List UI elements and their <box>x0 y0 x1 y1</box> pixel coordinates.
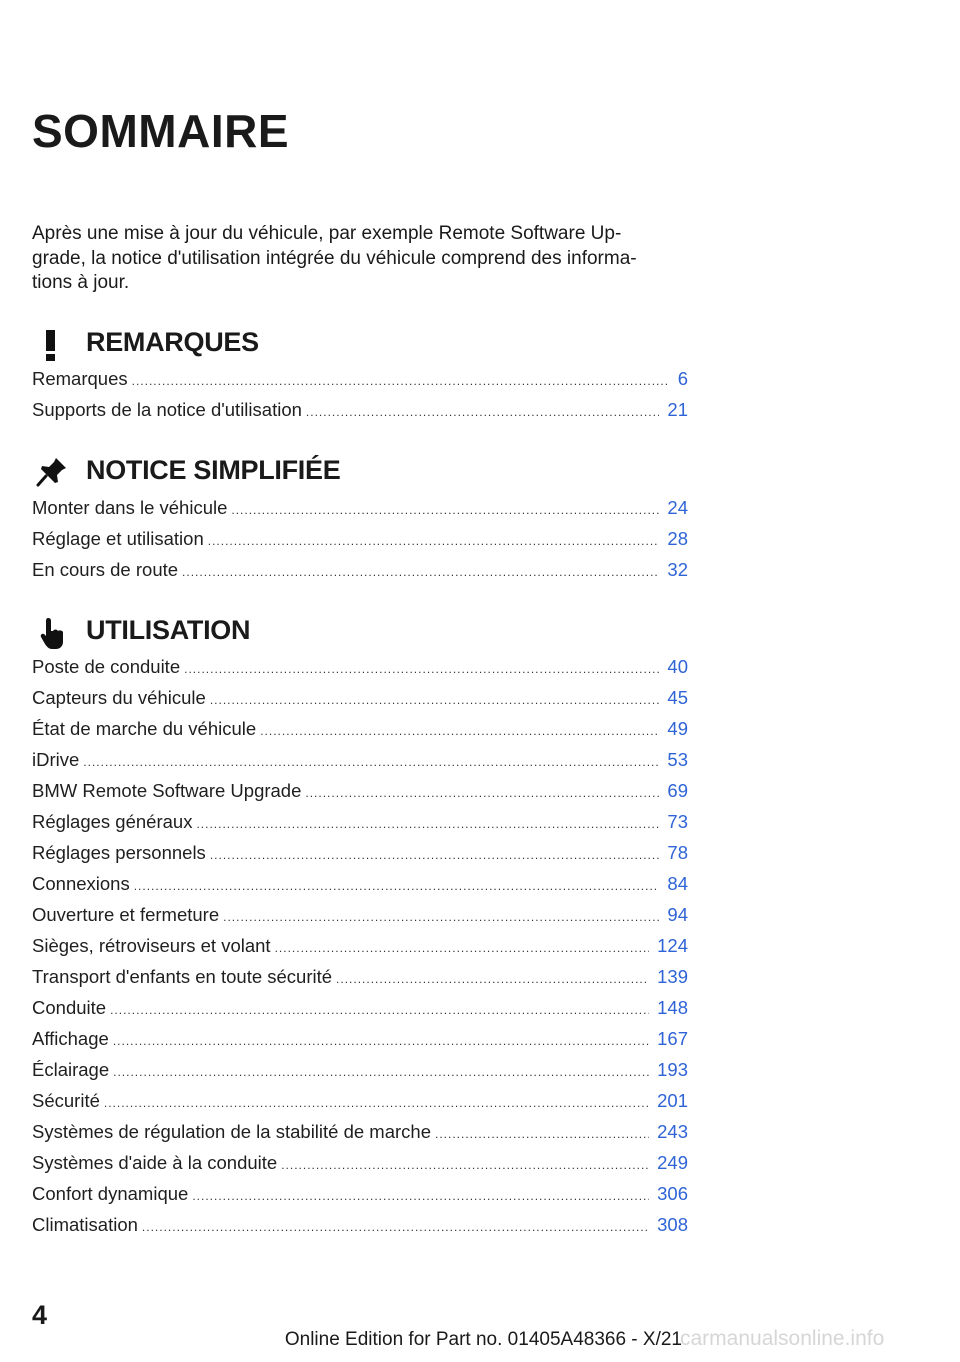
toc-entry[interactable] <box>32 363 688 394</box>
toc-page-link[interactable]: 94 <box>667 904 688 925</box>
toc-page-link[interactable]: 139 <box>657 966 688 987</box>
toc-leader-dots <box>113 1057 649 1088</box>
section-title: UTILISATION <box>86 615 251 645</box>
toc-page-link[interactable]: 308 <box>657 1214 688 1235</box>
section-title: NOTICE SIMPLIFIÉE <box>86 455 341 485</box>
toc-entry[interactable] <box>32 394 688 425</box>
toc-list-utilisation <box>32 651 688 1240</box>
toc-entry-label: En cours de route <box>32 559 179 580</box>
footer-edition: Online Edition for Part no. 01405A48366 - X/21 <box>284 1329 682 1350</box>
toc-page-link[interactable]: 78 <box>667 842 688 863</box>
toc-entry-label: Sécurité <box>32 1090 100 1111</box>
watermark-text: carmanualsonline.info <box>680 1327 885 1350</box>
toc-entry-label: Sièges, rétroviseurs et volant <box>32 935 271 956</box>
toc-leader-dots <box>134 871 660 902</box>
toc-entry[interactable] <box>32 1023 688 1054</box>
section-utilisation <box>32 612 692 652</box>
toc-leader-dots <box>210 840 660 871</box>
intro-line: Après une mise à jour du véhicule, par exemple Remote Software Up- <box>32 223 622 244</box>
toc-page-link[interactable]: 306 <box>657 1183 688 1204</box>
toc-entry-label: Conduite <box>32 997 107 1018</box>
toc-leader-dots <box>192 1181 649 1212</box>
toc-leader-dots <box>196 809 659 840</box>
toc-page-link[interactable]: 148 <box>657 997 688 1018</box>
toc-page-link[interactable]: 49 <box>667 718 688 739</box>
toc-entry-label: Monter dans le véhicule <box>32 497 228 518</box>
toc-entry[interactable] <box>32 837 688 868</box>
toc-entry[interactable] <box>32 744 688 775</box>
toc-leader-dots <box>182 557 659 588</box>
toc-entry[interactable] <box>32 868 688 899</box>
toc-entry-label: Confort dynamique <box>32 1183 189 1204</box>
toc-entry[interactable] <box>32 1147 688 1178</box>
toc-entry-label: Affichage <box>32 1028 109 1049</box>
toc-leader-dots <box>223 902 659 933</box>
toc-entry[interactable] <box>32 1085 688 1116</box>
page-title: SOMMAIRE <box>32 105 289 157</box>
toc-entry-label: BMW Remote Software Upgrade <box>32 780 302 801</box>
toc-entry-label: Poste de conduite <box>32 656 181 677</box>
toc-entry[interactable] <box>32 899 688 930</box>
toc-leader-dots <box>132 366 670 397</box>
pin-icon <box>32 452 72 492</box>
toc-entry-label: Connexions <box>32 873 130 894</box>
toc-list-remarques <box>32 363 688 425</box>
toc-entry[interactable] <box>32 806 688 837</box>
toc-leader-dots <box>281 1150 649 1181</box>
toc-page-link[interactable]: 6 <box>677 368 688 389</box>
toc-page-link[interactable]: 24 <box>667 497 688 518</box>
toc-entry-label: iDrive <box>32 749 80 770</box>
toc-page-link[interactable]: 243 <box>657 1121 688 1142</box>
toc-leader-dots <box>184 654 659 685</box>
toc-page-link[interactable]: 45 <box>667 687 688 708</box>
toc-leader-dots <box>104 1088 649 1119</box>
pointing-hand-icon <box>32 612 72 652</box>
toc-entry[interactable] <box>32 1209 688 1240</box>
toc-entry[interactable] <box>32 682 688 713</box>
toc-entry[interactable] <box>32 930 688 961</box>
toc-leader-dots <box>83 747 659 778</box>
toc-entry[interactable] <box>32 1116 688 1147</box>
section-title: REMARQUES <box>86 327 259 357</box>
toc-leader-dots <box>306 397 660 428</box>
toc-page-link[interactable]: 201 <box>657 1090 688 1111</box>
toc-page-link[interactable]: 32 <box>667 559 688 580</box>
toc-leader-dots <box>435 1119 649 1150</box>
toc-entry[interactable] <box>32 992 688 1023</box>
toc-page-link[interactable]: 21 <box>667 399 688 420</box>
toc-entry-label: Ouverture et fermeture <box>32 904 220 925</box>
toc-entry-label: Éclairage <box>32 1059 110 1080</box>
toc-entry-label: État de marche du véhicule <box>32 718 257 739</box>
toc-entry[interactable] <box>32 775 688 806</box>
exclamation-icon <box>32 324 72 364</box>
toc-leader-dots <box>208 526 660 557</box>
toc-entry-label: Réglage et utilisation <box>32 528 204 549</box>
toc-entry-label: Capteurs du véhicule <box>32 687 206 708</box>
intro-paragraph <box>32 222 692 296</box>
toc-entry-label: Transport d'enfants en toute sécurité <box>32 966 333 987</box>
intro-line: tions à jour. <box>32 272 130 293</box>
section-remarques <box>32 324 692 364</box>
toc-page-link[interactable]: 84 <box>667 873 688 894</box>
toc-page-link[interactable]: 124 <box>657 935 688 956</box>
toc-entry-label: Réglages généraux <box>32 811 193 832</box>
toc-page-link[interactable]: 28 <box>667 528 688 549</box>
toc-entry[interactable] <box>32 523 688 554</box>
toc-entry[interactable] <box>32 713 688 744</box>
toc-leader-dots <box>142 1212 649 1243</box>
toc-entry-label: Climatisation <box>32 1214 138 1235</box>
toc-entry[interactable] <box>32 492 688 523</box>
toc-leader-dots <box>110 995 649 1026</box>
toc-page-link[interactable]: 40 <box>667 656 688 677</box>
toc-page-link[interactable]: 193 <box>657 1059 688 1080</box>
toc-entry-label: Systèmes de régulation de la stabilité de marche <box>32 1121 431 1142</box>
toc-leader-dots <box>113 1026 649 1057</box>
toc-entry[interactable] <box>32 1054 688 1085</box>
toc-leader-dots <box>260 716 659 747</box>
toc-page-link[interactable]: 53 <box>667 749 688 770</box>
toc-leader-dots <box>275 933 650 964</box>
toc-leader-dots <box>305 778 659 809</box>
intro-line: grade, la notice d'utilisation intégrée du véhicule comprend des informa- <box>32 247 637 269</box>
toc-entry-label: Systèmes d'aide à la conduite <box>32 1152 278 1173</box>
toc-leader-dots <box>336 964 649 995</box>
toc-entry[interactable] <box>32 961 688 992</box>
toc-leader-dots <box>210 685 660 716</box>
page-number: 4 <box>32 1300 48 1330</box>
toc-page-link[interactable]: 167 <box>657 1028 688 1049</box>
toc-page-link[interactable]: 73 <box>667 811 688 832</box>
toc-entry[interactable] <box>32 651 688 682</box>
toc-entry-label: Supports de la notice d'utilisation <box>32 399 302 420</box>
section-notice-simplifiee <box>32 452 692 492</box>
toc-leader-dots <box>231 495 659 526</box>
toc-entry-label: Réglages personnels <box>32 842 206 863</box>
toc-list-notice-simplifiee <box>32 492 688 585</box>
toc-page-link[interactable]: 69 <box>667 780 688 801</box>
toc-entry[interactable] <box>32 554 688 585</box>
toc-entry-label: Remarques <box>32 368 128 389</box>
toc-page-link[interactable]: 249 <box>657 1152 688 1173</box>
toc-entry[interactable] <box>32 1178 688 1209</box>
